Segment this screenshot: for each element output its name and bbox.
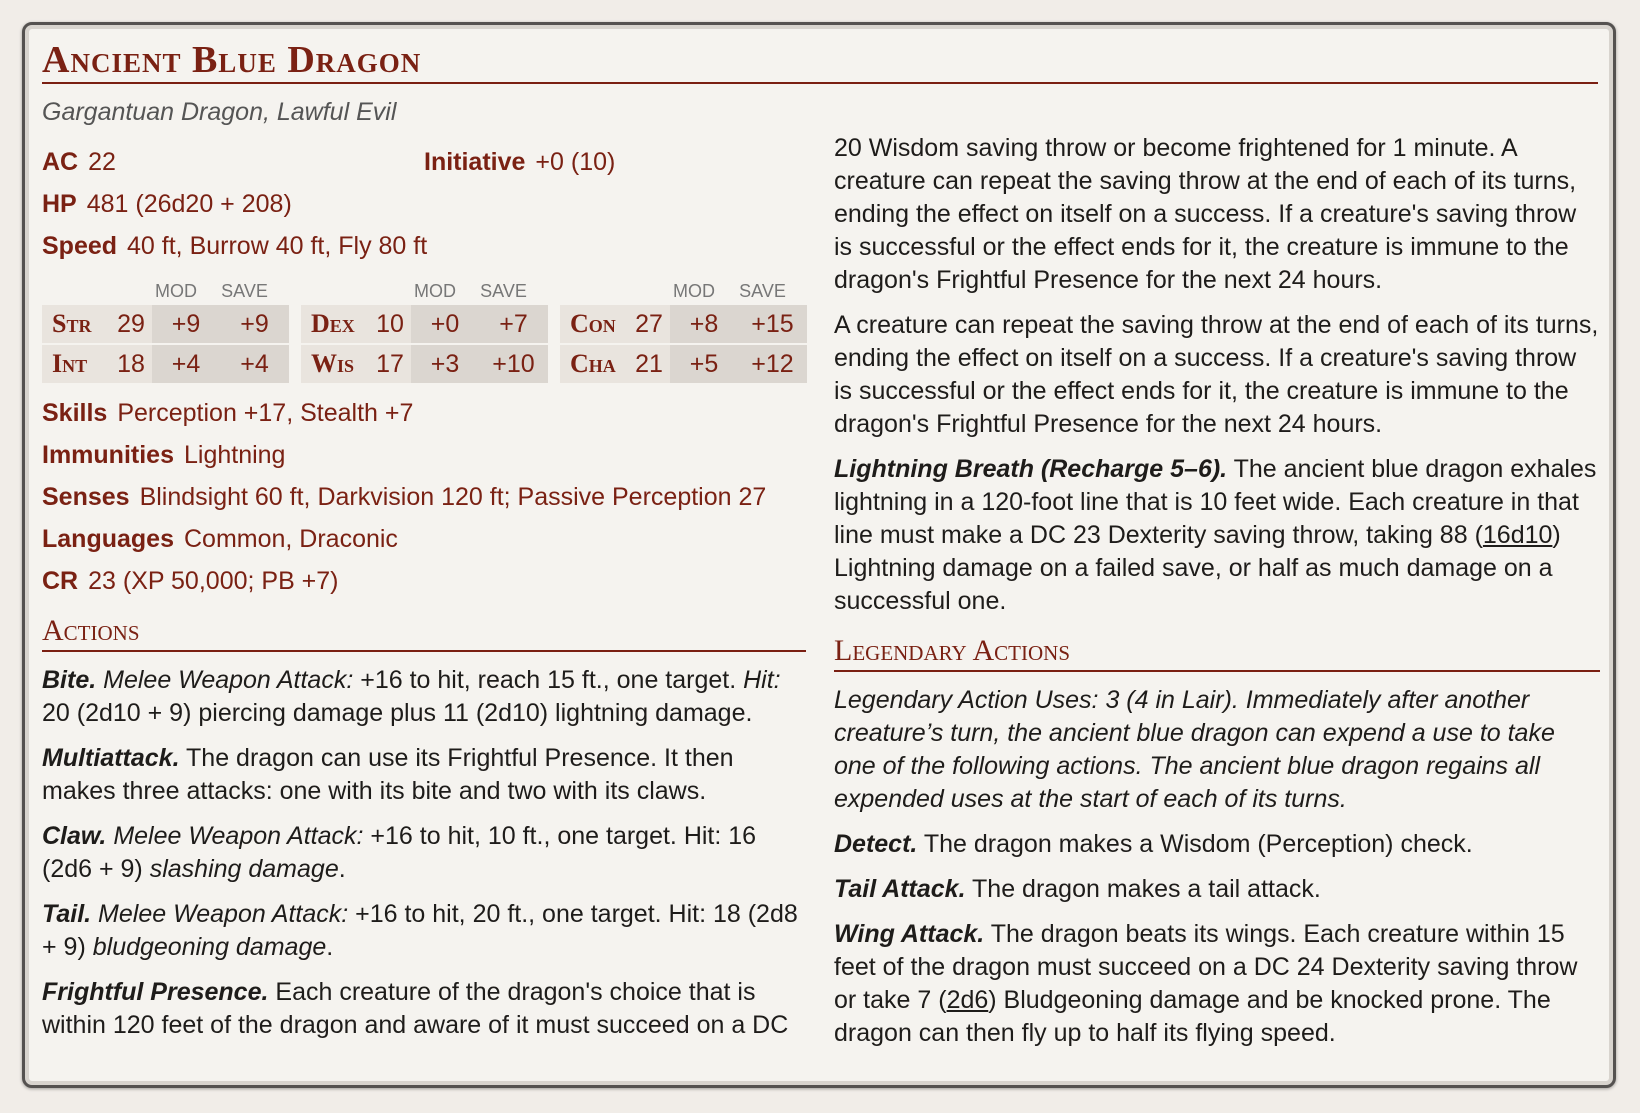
speed-label: Speed [42,232,118,260]
left-column [42,146,806,1054]
skills-line: Skills Perception +17, Stealth +7 [42,399,414,427]
hp-value: 481 (26d20 + 208) [86,190,292,218]
ac-line [42,146,806,179]
actions-heading: Actions [42,614,806,652]
ability-group-1 [42,277,289,383]
ability-dex: Dex 10 +0 +7 [301,305,548,343]
ac-value: 22 [88,148,116,176]
action-tail: Tail. Melee Weapon Attack: +16 to hit, 20 ft., one target. Hit: 18 (2d8 + 9) bludgeoning damage. [42,900,798,961]
action-claw: Claw. Melee Weapon Attack: +16 to hit, 10 ft., one target. Hit: 16 (2d6 + 9) slashing damage. [42,822,757,883]
action-lightning-breath: Lightning Breath (Recharge 5–6). The ancient blue dragon exhales lightning in a 120-foot line that is 10 feet wide. Each creature in that line must make a DC 23 Dexterity saving throw, taking 88 (16d10) Lightning damage on a failed save, or half as much damage on a successful one. [834,455,1597,615]
breath-dice-link[interactable]: 16d10 [1482,521,1553,549]
legendary-actions-heading: Legendary Actions [834,634,1600,672]
senses-line: Senses Blindsight 60 ft, Darkvision 120 ft; Passive Perception 27 [42,483,767,511]
mod-header: MOD [155,281,197,301]
frightful-continued: 20 Wisdom saving throw or become frightened for 1 minute. A creature can repeat the saving throw at the end of each of its turns, ending the effect on itself on a success. If a creature's saving throw is successful or the effect ends for it, the creature is immune to the dragon's Frightful Presence for the next 24 hours. [834,134,1577,294]
save-header: SAVE [221,281,268,301]
legendary-detect: Detect. The dragon makes a Wisdom (Perception) check. [834,830,1473,858]
frightful-repeat: A creature can repeat the saving throw at the end of each of its turns, ending the effect on itself on a success. If a creature's saving throw is successful or the effect ends for it, the creature is immune to the dragon's Frightful Presence for the next 24 hours. [834,311,1599,438]
languages-line: Languages Common, Draconic [42,525,398,553]
cr-line: CR 23 (XP 50,000; PB +7) [42,567,339,595]
ability-group-3: MOD SAVE Con 27 +8 +15 Cha 21 +5 +12 [560,277,807,383]
speed-value: 40 ft, Burrow 40 ft, Fly 80 ft [127,232,428,260]
initiative-label: Initiative [424,148,526,176]
legendary-intro: Legendary Action Uses: 3 (4 in Lair). Immediately after another creature’s turn, the ancient blue dragon can expend a use to take one of the following actions. The ancient blue dragon regains all expended uses at the start of each of its turns. [834,686,1555,813]
ability-int: Int 18 +4 +4 [42,343,289,383]
initiative-line [424,146,615,179]
hp-label: HP [42,190,77,218]
wing-dice-link[interactable]: 2d6 [946,986,989,1014]
action-bite: Bite. Melee Weapon Attack: +16 to hit, reach 15 ft., one target. Hit: 20 (2d10 + 9) piercing damage plus 11 (2d10) lightning damage. [42,666,781,727]
monster-type: Gargantuan Dragon, Lawful Evil [42,98,397,126]
ability-wis: Wis 17 +3 +10 [301,343,548,383]
legendary-wing-attack: Wing Attack. The dragon beats its wings. Each creature within 15 feet of the dragon must succeed on a DC 24 Dexterity saving throw or take 7 (2d6) Bludgeoning damage and be knocked prone. The dragon can then fly up to half its flying speed. [834,920,1578,1047]
immunities-line: Immunities Lightning [42,441,286,469]
ac-label: AC [42,148,79,176]
ability-con: Con 27 +8 +15 [560,305,807,343]
ability-scores [42,277,806,383]
hp-line [42,188,806,221]
ability-cha: Cha 21 +5 +12 [560,343,807,383]
speed-line [42,230,806,263]
right-column [834,132,1600,1062]
title-bar [42,38,1598,84]
action-frightful-presence: Frightful Presence. Each creature of the dragon's choice that is within 120 feet of the dragon and aware of it must succeed on a DC [42,978,789,1039]
monster-name: Ancient Blue Dragon [42,39,422,81]
action-multiattack: Multiattack. The dragon can use its Frightful Presence. It then makes three attacks: one with its bite and two with its claws. [42,744,734,805]
ability-group-2: MOD SAVE Dex 10 +0 +7 Wis 17 +3 +10 [301,277,548,383]
ability-str: Str 29 +9 +9 [42,305,289,343]
legendary-tail-attack: Tail Attack. The dragon makes a tail attack. [834,875,1321,903]
initiative-value: +0 (10) [535,148,616,176]
